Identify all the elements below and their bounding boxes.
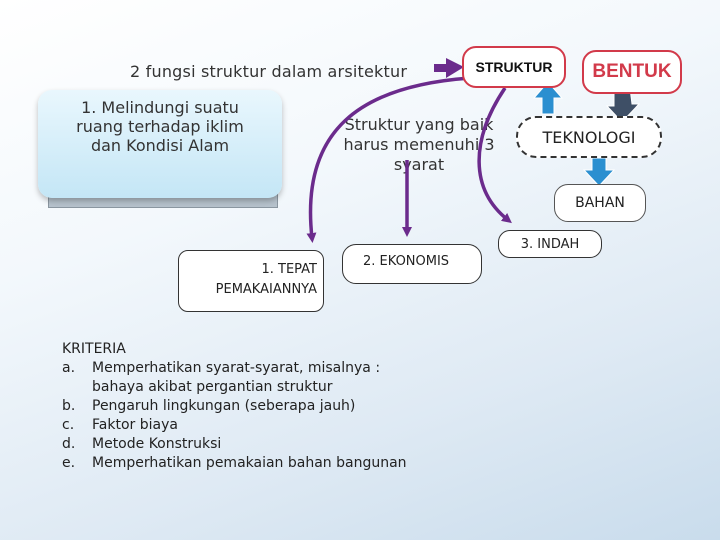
kriteria-item-text: Metode Konstruksi [92, 436, 222, 452]
kriteria-item [62, 454, 407, 473]
kriteria-item [62, 378, 407, 397]
kriteria-item-text: Pengaruh lingkungan (seberapa jauh) [92, 398, 356, 414]
struktur-node: STRUKTUR [462, 46, 566, 88]
kriteria-item-text: bahaya akibat pergantian struktur [92, 379, 333, 395]
kriteria-item-label: c. [62, 417, 75, 433]
bahan-node: BAHAN [554, 184, 646, 222]
tepat-line-2: PEMAKAIANNYA [215, 282, 317, 297]
kriteria-item [62, 416, 407, 435]
kriteria-item-label: d. [62, 436, 76, 452]
syarat-line-3: syarat [393, 155, 445, 174]
fungsi-line-2: ruang terhadap iklim [76, 117, 244, 136]
kriteria-item-label: e. [62, 455, 76, 471]
ekonomis-node: 2. EKONOMIS [342, 244, 482, 284]
kriteria-item-text: Faktor biaya [92, 417, 178, 433]
syarat-line-2: harus memenuhi 3 [343, 135, 495, 154]
kriteria-item [62, 397, 407, 416]
tepat-line-1: 1. TEPAT [261, 262, 317, 277]
indah-node: 3. INDAH [498, 230, 602, 258]
slide-title: 2 fungsi struktur dalam arsitektur [130, 62, 408, 81]
struktur-to-title-arrow [434, 58, 464, 78]
kriteria-item-label: a. [62, 360, 76, 376]
kriteria-item-label [62, 378, 92, 397]
kriteria-item [62, 359, 407, 378]
tepat-node [178, 250, 324, 312]
curve-arrow-indah [479, 88, 508, 220]
kriteria-heading: KRITERIA [62, 341, 126, 357]
kriteria-item [62, 435, 407, 454]
tek-down-arrow-icon [584, 158, 614, 186]
syarat-line-1: Struktur yang baik [344, 115, 494, 134]
teknologi-node: TEKNOLOGI [516, 116, 662, 158]
kriteria-list [62, 340, 407, 473]
kriteria-item-text: Memperhatikan pemakaian bahan bangunan [92, 455, 407, 471]
fungsi-line-3: dan Kondisi Alam [90, 136, 230, 155]
curve-arrow-tepat [310, 78, 470, 238]
kriteria-item-label: b. [62, 398, 76, 414]
fungsi-line-1: 1. Melindungi suatu [81, 98, 239, 117]
kriteria-item-text: Memperhatikan syarat-syarat, misalnya : [92, 360, 381, 376]
bentuk-node: BENTUK [582, 50, 682, 94]
